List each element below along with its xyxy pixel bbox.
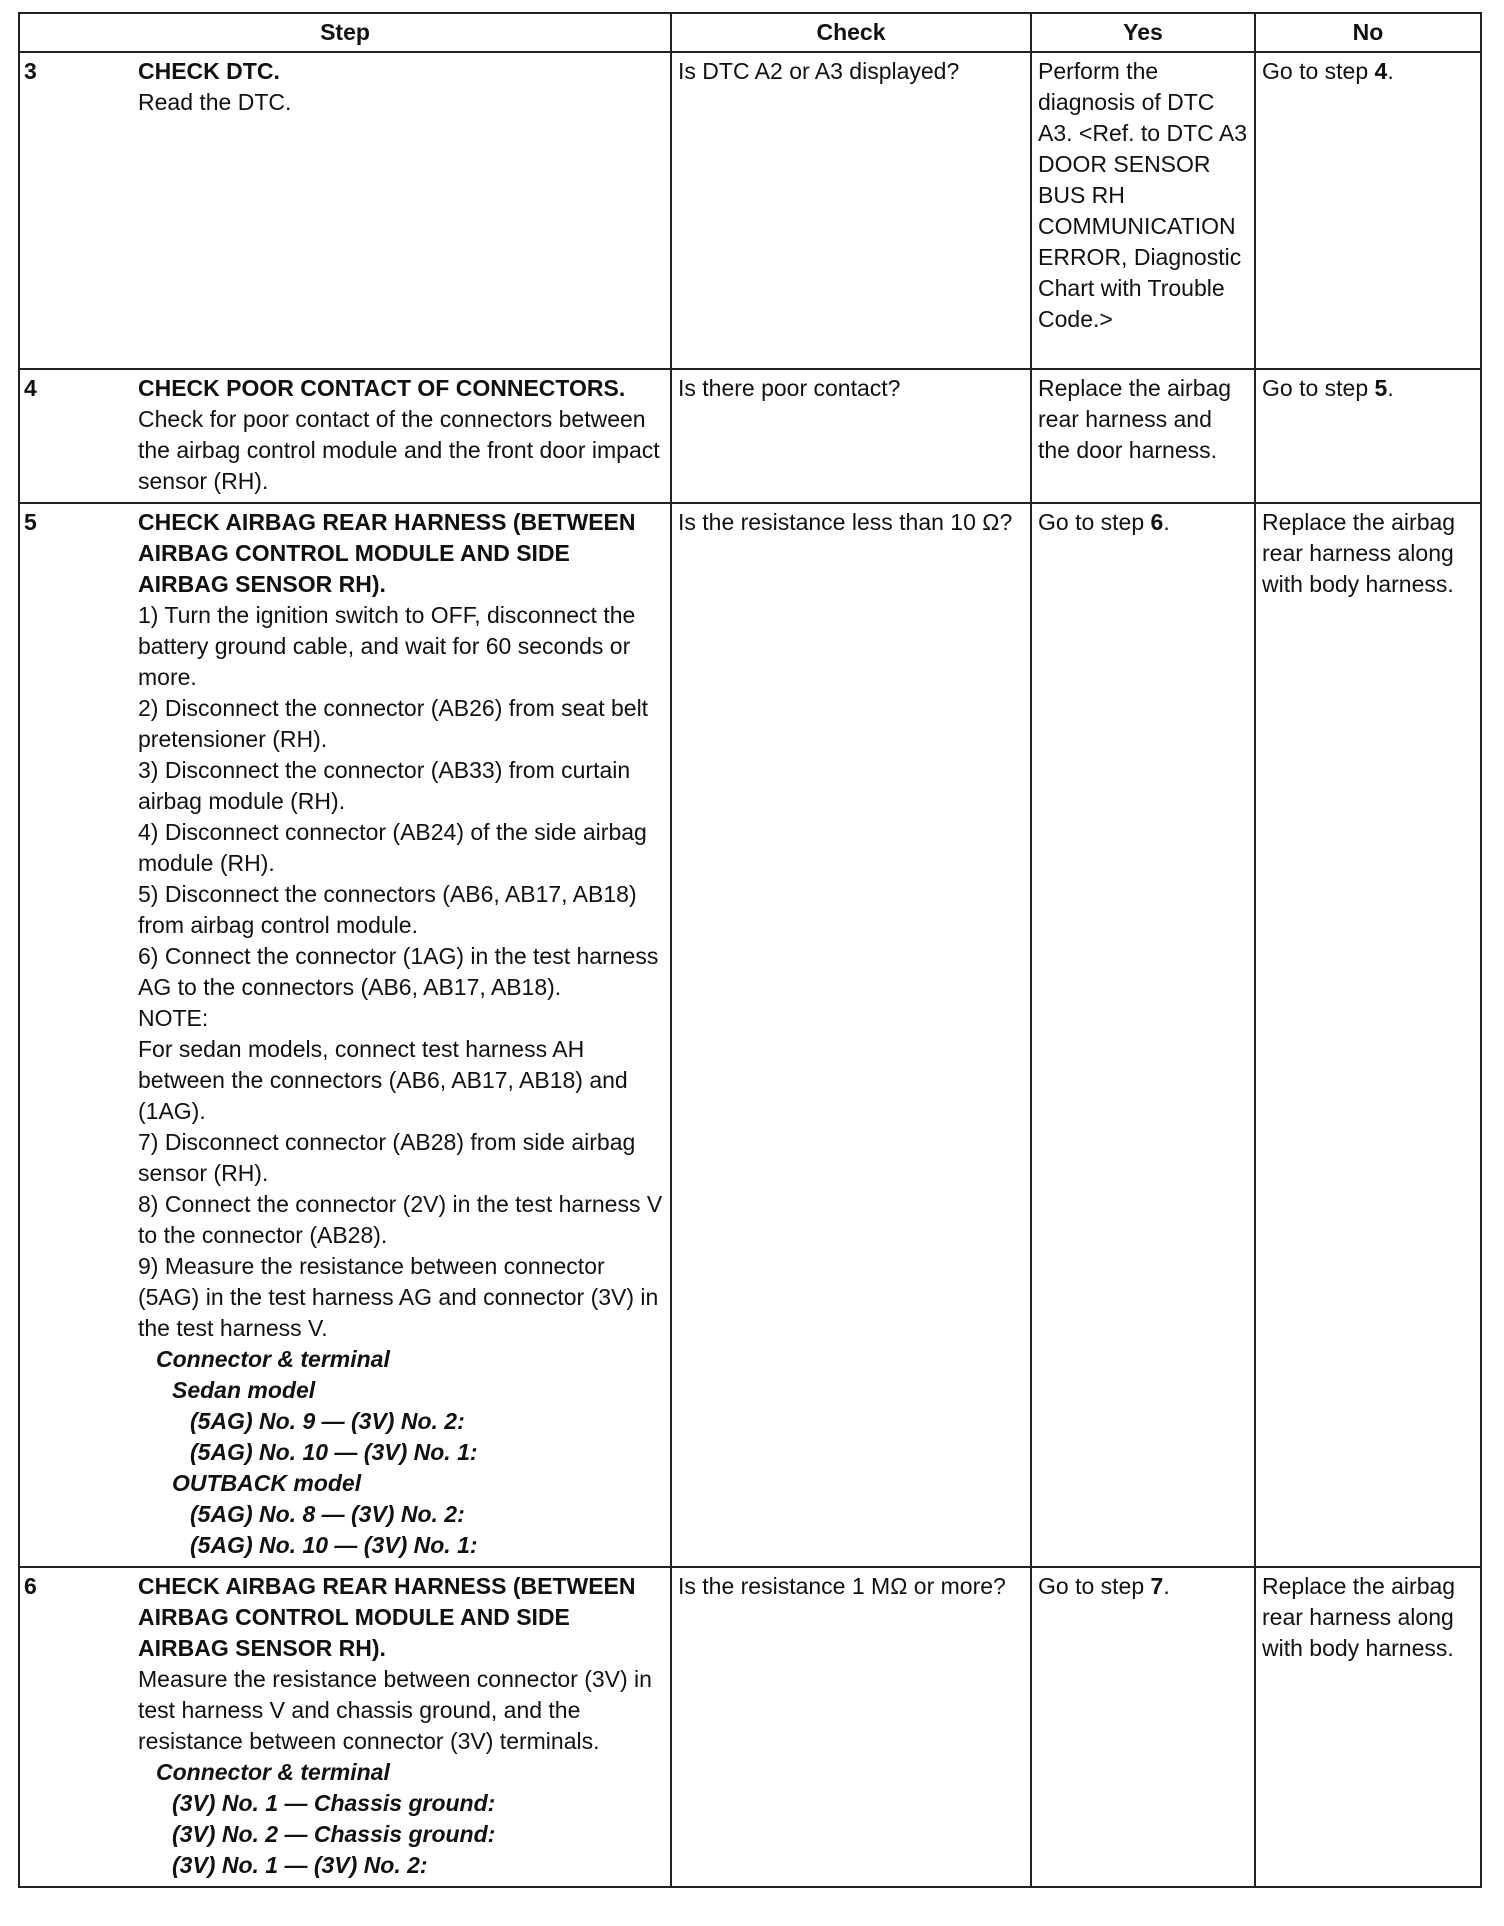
next-step-ref: 4 — [1374, 58, 1388, 84]
step-number: 5 — [24, 509, 37, 535]
no-cell: Replace the airbag rear harness along with body harness. — [1255, 1567, 1481, 1887]
diagnostic-chart-table — [18, 12, 1482, 1888]
step-instruction: 8) Connect the connector (2V) in the test harness V to the connector (AB28). — [138, 1191, 663, 1248]
spec-group-name: OUTBACK model — [172, 1470, 362, 1496]
step-title: CHECK AIRBAG REAR HARNESS (BETWEEN AIRBAG CONTROL MODULE AND SIDE AIRBAG SENSOR RH). — [138, 509, 636, 597]
yes-cell: Replace the airbag rear harness and the door harness. — [1031, 369, 1255, 503]
step-number: 4 — [24, 375, 37, 401]
step-instruction: Read the DTC. — [138, 89, 292, 115]
step-cell — [19, 503, 671, 1567]
table-row — [19, 1567, 1481, 1887]
step-cell — [19, 369, 671, 503]
header-check: Check — [671, 13, 1031, 52]
spec-item: (3V) No. 1 — Chassis ground: — [172, 1790, 496, 1816]
check-cell: Is DTC A2 or A3 displayed? — [671, 52, 1031, 369]
header-no: No — [1255, 13, 1481, 52]
yes-cell: Go to step 6. — [1031, 503, 1255, 1567]
table-row — [19, 369, 1481, 503]
spec-heading: Connector & terminal — [156, 1759, 390, 1785]
next-step-ref: 7 — [1150, 1573, 1164, 1599]
step-cell — [19, 1567, 671, 1887]
step-instruction: 5) Disconnect the connectors (AB6, AB17, AB18) from airbag control module. — [138, 881, 637, 938]
step-instruction: 6) Connect the connector (1AG) in the test harness AG to the connectors (AB6, AB17, AB18). — [138, 943, 659, 1000]
step-cell — [19, 52, 671, 369]
table-row — [19, 52, 1481, 369]
step-instruction: Check for poor contact of the connectors between the airbag control module and the front door impact sensor (RH). — [138, 406, 660, 494]
step-instruction: 7) Disconnect connector (AB28) from side airbag sensor (RH). — [138, 1129, 636, 1186]
yes-cell: Go to step 7. — [1031, 1567, 1255, 1887]
step-number: 6 — [24, 1573, 37, 1599]
spec-heading: Connector & terminal — [156, 1346, 390, 1372]
header-row — [19, 13, 1481, 52]
note-text: For sedan models, connect test harness AH between the connectors (AB6, AB17, AB18) and (1AG). — [138, 1036, 628, 1124]
step-number: 3 — [24, 58, 37, 84]
header-yes: Yes — [1031, 13, 1255, 52]
header-step: Step — [19, 13, 671, 52]
no-cell: Go to step 4. — [1255, 52, 1481, 369]
spec-item: (5AG) No. 10 — (3V) No. 1: — [190, 1439, 478, 1465]
spec-item: (5AG) No. 9 — (3V) No. 2: — [190, 1408, 465, 1434]
no-cell: Go to step 5. — [1255, 369, 1481, 503]
next-step-ref: 6 — [1150, 509, 1164, 535]
step-instruction: 3) Disconnect the connector (AB33) from curtain airbag module (RH). — [138, 757, 631, 814]
step-instruction: 4) Disconnect connector (AB24) of the side airbag module (RH). — [138, 819, 647, 876]
check-cell: Is there poor contact? — [671, 369, 1031, 503]
spec-item: (3V) No. 1 — (3V) No. 2: — [172, 1852, 428, 1878]
spec-item: (3V) No. 2 — Chassis ground: — [172, 1821, 496, 1847]
yes-cell: Perform the diagnosis of DTC A3. <Ref. to DTC A3 DOOR SENSOR BUS RH COMMUNICATION ERROR, Diagnostic Chart with Trouble Code.> — [1031, 52, 1255, 369]
next-step-ref: 5 — [1374, 375, 1388, 401]
check-cell: Is the resistance less than 10 Ω? — [671, 503, 1031, 1567]
note-label: NOTE: — [138, 1005, 209, 1031]
no-cell: Replace the airbag rear harness along with body harness. — [1255, 503, 1481, 1567]
spec-group-name: Sedan model — [172, 1377, 316, 1403]
step-instruction: Measure the resistance between connector (3V) in test harness V and chassis ground, and the resistance between connector (3V) terminals. — [138, 1666, 652, 1754]
step-instruction: 9) Measure the resistance between connector (5AG) in the test harness AG and connector (3V) in the test harness V. — [138, 1253, 659, 1341]
spec-item: (5AG) No. 10 — (3V) No. 1: — [190, 1532, 478, 1558]
step-instruction: 2) Disconnect the connector (AB26) from seat belt pretensioner (RH). — [138, 695, 649, 752]
step-title: CHECK DTC. — [138, 58, 280, 84]
table-row — [19, 503, 1481, 1567]
spec-item: (5AG) No. 8 — (3V) No. 2: — [190, 1501, 465, 1527]
check-cell: Is the resistance 1 MΩ or more? — [671, 1567, 1031, 1887]
step-title: CHECK POOR CONTACT OF CONNECTORS. — [138, 375, 626, 401]
step-instruction: 1) Turn the ignition switch to OFF, disconnect the battery ground cable, and wait for 60 seconds or more. — [138, 602, 636, 690]
step-title: CHECK AIRBAG REAR HARNESS (BETWEEN AIRBAG CONTROL MODULE AND SIDE AIRBAG SENSOR RH). — [138, 1573, 636, 1661]
